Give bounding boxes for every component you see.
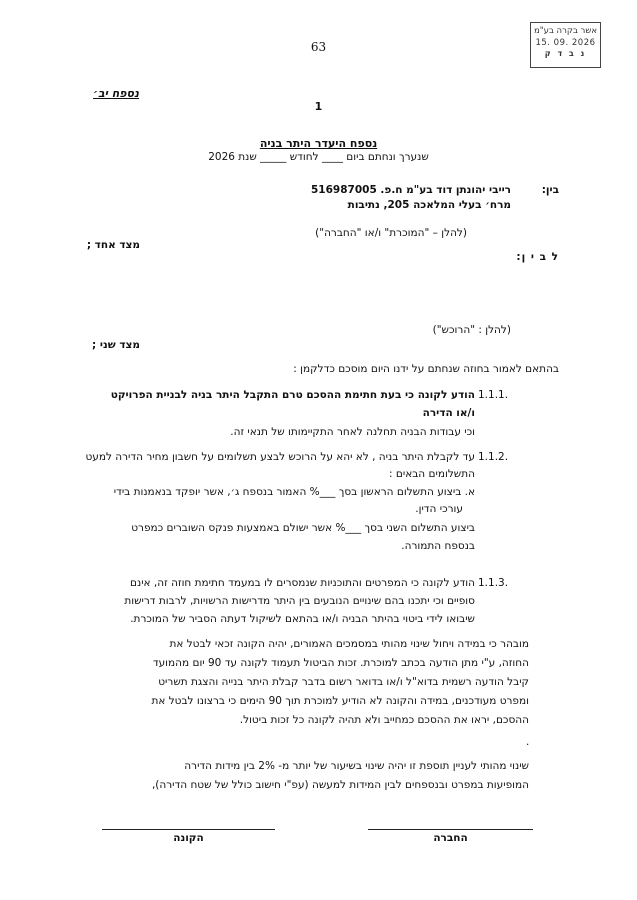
and-label: ל ב י ן: bbox=[516, 251, 559, 263]
clause-line: עורכי הדין. bbox=[415, 503, 463, 515]
paragraph-line: המופיעות במפרט ובנספחים לבין המידות למעשה (עפ"י חישוב כולל של שטח הדירה), bbox=[151, 779, 529, 791]
company-signature-line bbox=[368, 829, 533, 830]
stamp-checked: נ ב ד ק bbox=[544, 49, 587, 58]
paragraph-line: שינוי מהותי לעניין תוספת זו יהיה שינוי בשיעור של יותר מ- 2% בין מידות הדירה bbox=[184, 760, 529, 772]
stray-dot: . bbox=[526, 736, 530, 748]
notice-paragraph bbox=[151, 638, 529, 727]
clause-line: עד לקבלת היתר בניה , לא יהא על הרוכש לבצע תשלומים על חשבון מחיר הדירה למעט bbox=[85, 451, 475, 463]
seller-name: רייבי יהונתן דוד בע"מ ח.פ. 516987005 bbox=[311, 184, 511, 196]
paragraph-line: ההסכם, יראו את ההסכם כמחייב ולא תהיה לקונה כל זכות ביטול. bbox=[239, 714, 529, 726]
paragraph-line: קיבל הודעה רשמית בדוא"ל ו/או בדואר רשום בדבר קבלת היתר בנייה והצגת תשריט bbox=[158, 676, 529, 688]
material-change-paragraph bbox=[152, 760, 529, 792]
page-number: 63 bbox=[310, 40, 327, 54]
buyer-signature-label: הקונה bbox=[173, 832, 204, 844]
clause-line: בנספח התמורה. bbox=[401, 540, 475, 552]
clause-line: ביצוע התשלום השני בסך ___% אשר ישולם באמצעות פנקס השוברים כמפרט bbox=[131, 522, 475, 534]
clause-1-1-2 bbox=[85, 451, 475, 553]
appendix-label: נספח יב׳ bbox=[93, 87, 139, 100]
clause-line: שיבואו לידי ביטוי בהיתר הבניה ו/או בהתאם לשיקול דעתה הסביר של המוכרת. bbox=[130, 613, 475, 625]
document-title: נספח היעדר היתר בניה bbox=[259, 137, 378, 150]
buyer-party-label: מצד שני ; bbox=[92, 339, 140, 351]
paragraph-line: ומפרט מעודכנים, במידה והקונה לא הודיע למוכרת תוך 90 הימים כי ברצונו לבטל את bbox=[151, 695, 529, 707]
paragraph-line: החוזה, ע"י מתן הודעה בכתב למוכרת. זכות הביטול תעמוד לקונה עד 90 יום מהמועד bbox=[152, 657, 529, 669]
clause-line: וכי עבודות הבניה תחלנה לאחר התקיימותו של תנאי זה. bbox=[230, 426, 475, 438]
stamp-date: 15. 09. 2026 bbox=[535, 38, 596, 48]
intro-text: בהתאם לאמור בחוזה שנחתם על ידנו היום מוסכם כדלקמן : bbox=[293, 363, 559, 375]
clause-line: ו/או הדירה bbox=[422, 407, 475, 419]
clause-line: סופיים וכי יתכנו בהם שינויים הנובעים בין היתר מדרישות הרשויות, לרבות דרישות bbox=[124, 595, 475, 607]
seller-alias: (להלן – "המוכרת" ו/או "החברה") bbox=[315, 227, 467, 239]
clause-number: 1.1.1. bbox=[478, 389, 509, 401]
clause-line: הודע לקונה כי בעת חתימת ההסכם טרם התקבל היתר בניה לבניית הפרויקט bbox=[110, 389, 475, 401]
clause-1-1-3 bbox=[124, 577, 475, 626]
section-number: 1 bbox=[314, 100, 323, 113]
clause-line: א. ביצוע התשלום הראשון בסך ___% האמור בנספח ג׳, אשר יופקד בנאמנות בידי bbox=[113, 486, 475, 498]
seller-party-label: מצד אחד ; bbox=[86, 239, 140, 251]
stamp-company: אשר בקרה בע"מ bbox=[533, 26, 598, 36]
buyer-signature-line bbox=[102, 829, 275, 830]
clause-line: התשלומים הבאים : bbox=[389, 468, 475, 480]
clause-line: הודע לקונה כי המפרטים והתוכניות שנמסרים לו במעמד חתימת חוזה זה, אינם bbox=[130, 577, 475, 589]
seller-address: מרח׳ בעלי המלאכה 205, נתיבות bbox=[347, 199, 511, 211]
company-signature-label: החברה bbox=[433, 832, 468, 844]
paragraph-line: מובהר כי במידה ויחול שינוי מהותי במסמכים האמורים, יהיה הקונה זכאי לבטל את bbox=[169, 638, 529, 650]
clause-number: 1.1.2. bbox=[478, 451, 509, 463]
document-subtitle: שנערך ונחתם ביום ____ לחודש _____ שנת 2026 bbox=[208, 151, 429, 163]
between-label: בין: bbox=[541, 184, 559, 196]
clause-1-1-1 bbox=[111, 389, 475, 439]
buyer-alias: (להלן : "הרוכש") bbox=[432, 324, 511, 336]
clause-number: 1.1.3. bbox=[478, 577, 509, 589]
